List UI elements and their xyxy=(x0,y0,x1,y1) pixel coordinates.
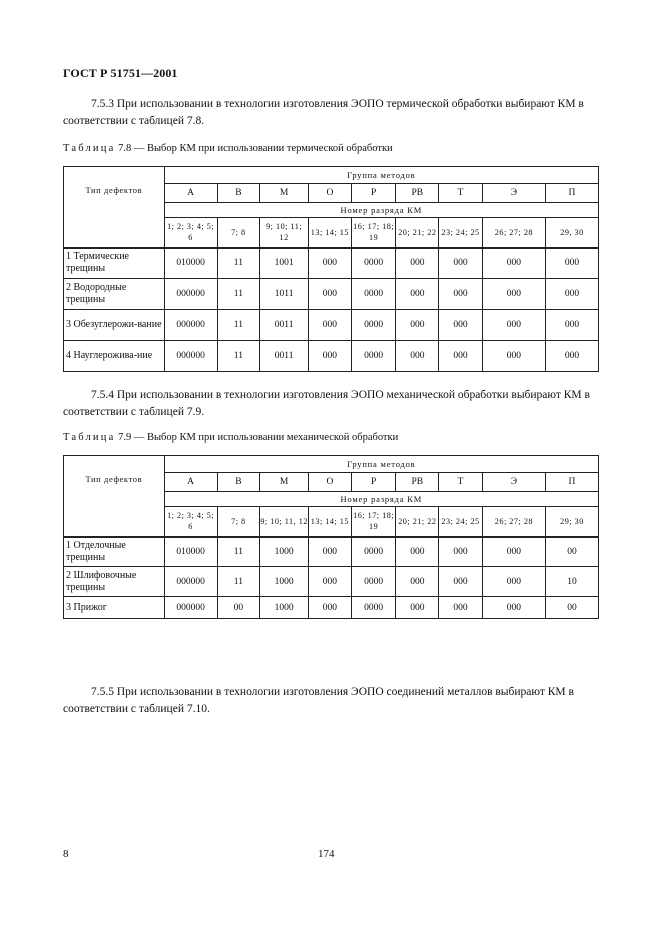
value-cell: 1000 xyxy=(260,597,309,619)
value-cell: 000 xyxy=(482,537,545,567)
value-cell: 000000 xyxy=(164,597,217,619)
value-cell: 11 xyxy=(217,310,260,341)
digit-range-cell: 9; 10; 11; 12 xyxy=(260,218,309,248)
method-cell: П xyxy=(545,473,598,492)
row-label: 2 Водородные трещины xyxy=(64,279,165,310)
digit-range-cell: 1; 2; 3; 4; 5; 6 xyxy=(164,507,217,537)
method-cell: О xyxy=(309,473,352,492)
value-cell: 0000 xyxy=(351,597,396,619)
value-cell: 0000 xyxy=(351,567,396,597)
value-cell: 0000 xyxy=(351,279,396,310)
method-cell: РВ xyxy=(396,184,439,203)
digit-range-cell: 9; 10; 11, 12 xyxy=(260,507,309,537)
digit-range-cell: 7; 8 xyxy=(217,218,260,248)
value-cell: 000 xyxy=(439,279,483,310)
value-cell: 000 xyxy=(439,310,483,341)
paragraph-7-5-5: 7.5.5 При использовании в технологии изготовления ЭОПО соединений металлов выбирают КМ в соответствии с таблицей 7.10. xyxy=(63,686,574,715)
value-cell: 000 xyxy=(545,248,598,279)
value-cell: 0000 xyxy=(351,248,396,279)
value-cell: 11 xyxy=(217,279,260,310)
digit-range-cell: 26; 27; 28 xyxy=(482,218,545,248)
method-cell: П xyxy=(545,184,598,203)
value-cell: 10 xyxy=(545,567,598,597)
digit-range-cell: 29; 30 xyxy=(545,507,598,537)
value-cell: 000 xyxy=(439,537,483,567)
value-cell: 000 xyxy=(482,279,545,310)
value-cell: 11 xyxy=(217,567,260,597)
method-cell: Э xyxy=(482,473,545,492)
table-row xyxy=(64,310,599,341)
table-7-8 xyxy=(63,166,599,372)
value-cell: 000 xyxy=(396,341,439,372)
value-cell: 000 xyxy=(439,597,483,619)
table-row xyxy=(64,341,599,372)
value-cell: 000 xyxy=(309,567,352,597)
value-cell: 0000 xyxy=(351,310,396,341)
method-cell: В xyxy=(217,184,260,203)
value-cell: 000 xyxy=(309,341,352,372)
value-cell: 000 xyxy=(545,279,598,310)
method-cell: Э xyxy=(482,184,545,203)
defect-type-header: Тип дефектов xyxy=(64,167,165,248)
method-group-header: Группа методов xyxy=(164,456,598,473)
value-cell: 000 xyxy=(545,310,598,341)
value-cell: 0000 xyxy=(351,537,396,567)
row-label: 4 Науглерожива-ние xyxy=(64,341,165,372)
value-cell: 000 xyxy=(439,341,483,372)
value-cell: 000000 xyxy=(164,279,217,310)
defect-type-header: Тип дефектов xyxy=(64,456,165,537)
method-group-header: Группа методов xyxy=(164,167,598,184)
method-cell: Т xyxy=(439,184,483,203)
value-cell: 000000 xyxy=(164,341,217,372)
value-cell: 000 xyxy=(396,537,439,567)
table-row xyxy=(64,597,599,619)
value-cell: 11 xyxy=(217,537,260,567)
km-digit-header: Номер разряда КМ xyxy=(164,203,598,218)
digit-range-cell: 1; 2; 3; 4; 5; 6 xyxy=(164,218,217,248)
table-row xyxy=(64,537,599,567)
table-row xyxy=(64,279,599,310)
digit-range-cell: 26; 27; 28 xyxy=(482,507,545,537)
digit-range-cell: 29, 30 xyxy=(545,218,598,248)
table-row xyxy=(64,567,599,597)
value-cell: 0011 xyxy=(260,341,309,372)
row-label: 2 Шлифовочные трещины xyxy=(64,567,165,597)
value-cell: 00 xyxy=(545,537,598,567)
table-7-8-caption: Таблица 7.8 — Выбор КМ при использовании термической обработки xyxy=(63,143,393,154)
digit-range-cell: 16; 17; 18; 19 xyxy=(351,507,396,537)
paragraph-7-5-4: 7.5.4 При использовании в технологии изготовления ЭОПО механической обработки выбирают КМ в соответствии с таблицей 7.9. xyxy=(63,389,590,418)
method-cell: М xyxy=(260,473,309,492)
value-cell: 000 xyxy=(482,567,545,597)
table-7-9-caption: Таблица 7.9 — Выбор КМ при использовании механической обработки xyxy=(63,432,399,443)
value-cell: 000 xyxy=(439,567,483,597)
value-cell: 000000 xyxy=(164,310,217,341)
digit-range-cell: 20; 21; 22 xyxy=(396,507,439,537)
method-cell: В xyxy=(217,473,260,492)
value-cell: 000 xyxy=(439,248,483,279)
method-cell: Р xyxy=(351,473,396,492)
document-header: ГОСТ Р 51751—2001 xyxy=(63,66,178,80)
row-label: 1 Термические трещины xyxy=(64,248,165,279)
value-cell: 000 xyxy=(545,341,598,372)
method-cell: А xyxy=(164,473,217,492)
value-cell: 000 xyxy=(482,310,545,341)
method-cell: М xyxy=(260,184,309,203)
value-cell: 000 xyxy=(396,279,439,310)
digit-range-cell: 23; 24; 25 xyxy=(439,507,483,537)
value-cell: 1001 xyxy=(260,248,309,279)
row-label: 3 Прижог xyxy=(64,597,165,619)
paragraph-7-5-3: 7.5.3 При использовании в технологии изготовления ЭОПО термической обработки выбирают КМ в соответствии с таблицей 7.8. xyxy=(63,98,584,127)
value-cell: 000 xyxy=(309,537,352,567)
method-cell: А xyxy=(164,184,217,203)
value-cell: 00 xyxy=(217,597,260,619)
method-cell: Р xyxy=(351,184,396,203)
value-cell: 000 xyxy=(309,279,352,310)
value-cell: 010000 xyxy=(164,248,217,279)
value-cell: 010000 xyxy=(164,537,217,567)
value-cell: 11 xyxy=(217,248,260,279)
value-cell: 0000 xyxy=(351,341,396,372)
km-digit-header: Номер разряда КМ xyxy=(164,492,598,507)
digit-range-cell: 16; 17; 18; 19 xyxy=(351,218,396,248)
digit-range-cell: 23; 24; 25 xyxy=(439,218,483,248)
value-cell: 000 xyxy=(309,597,352,619)
digit-range-cell: 13; 14; 15 xyxy=(309,218,352,248)
value-cell: 1000 xyxy=(260,567,309,597)
value-cell: 000000 xyxy=(164,567,217,597)
value-cell: 00 xyxy=(545,597,598,619)
value-cell: 000 xyxy=(396,567,439,597)
row-label: 3 Обезуглерожи-вание xyxy=(64,310,165,341)
value-cell: 000 xyxy=(482,248,545,279)
value-cell: 000 xyxy=(396,248,439,279)
page-number-center: 174 xyxy=(318,848,335,860)
value-cell: 1011 xyxy=(260,279,309,310)
digit-range-cell: 7; 8 xyxy=(217,507,260,537)
value-cell: 000 xyxy=(396,310,439,341)
value-cell: 1000 xyxy=(260,537,309,567)
digit-range-cell: 20; 21; 22 xyxy=(396,218,439,248)
value-cell: 000 xyxy=(482,597,545,619)
method-cell: РВ xyxy=(396,473,439,492)
digit-range-cell: 13; 14; 15 xyxy=(309,507,352,537)
method-cell: О xyxy=(309,184,352,203)
table-row xyxy=(64,248,599,279)
table-7-9 xyxy=(63,455,599,619)
value-cell: 000 xyxy=(396,597,439,619)
value-cell: 000 xyxy=(309,248,352,279)
value-cell: 000 xyxy=(482,341,545,372)
value-cell: 11 xyxy=(217,341,260,372)
row-label: 1 Отделочные трещины xyxy=(64,537,165,567)
value-cell: 000 xyxy=(309,310,352,341)
page-number-left: 8 xyxy=(63,848,69,860)
method-cell: Т xyxy=(439,473,483,492)
value-cell: 0011 xyxy=(260,310,309,341)
